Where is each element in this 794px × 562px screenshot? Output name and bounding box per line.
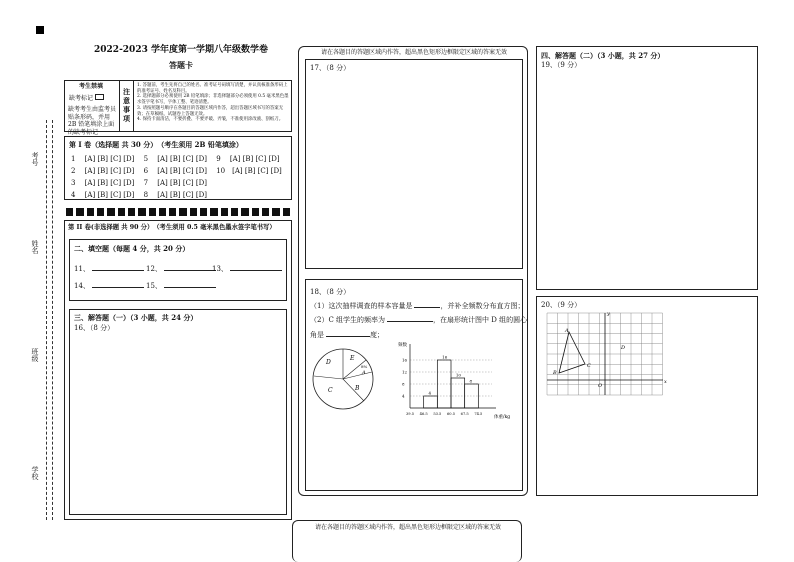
choice-grid[interactable] [71, 153, 282, 201]
hist-xlabel: 体重/kg [494, 415, 511, 420]
note-4: 4. 保持卡面清洁，不要折叠、不要弄破、弄皱，不准使用涂改液、刮纸刀。 [137, 117, 284, 123]
notice-box [64, 80, 292, 136]
candidate-label: 考生禁填 [79, 83, 104, 90]
separator-bars [66, 208, 290, 216]
choice-row-1[interactable]: 1 [A] [B] [C] [D] 5 [A] [B] [C] [D] 9 [A] [B] [C] [D] [71, 155, 280, 163]
pie-slice-line-5 [314, 376, 343, 379]
solve1-title: 三、解答题（一）（3 小题，共 24 分） [74, 313, 198, 322]
pie-slice-line-4 [343, 379, 364, 401]
q19-area[interactable] [536, 46, 758, 290]
q14-answer[interactable]: 14、 [74, 282, 144, 291]
q17-label: 17、（8 分） [310, 64, 351, 72]
pie-label-b: B [355, 385, 360, 392]
hist-xtick: 39.5 [406, 412, 415, 416]
q17-area[interactable] [305, 59, 523, 269]
point-a-label: A [565, 328, 569, 334]
sidebar-label-exam-no: 考号 [31, 152, 39, 166]
solve1-section[interactable] [69, 309, 287, 515]
bottom-frame[interactable] [292, 520, 522, 562]
hist-bar-label: 8 [469, 378, 473, 384]
note-3: 3. 请按照题号顺序在各题目的答题区域内作答，超出答题区域书写的答案无效；在草稿纸、试题卷上答题无效。 [137, 105, 284, 117]
sidebar-label-class: 班级 [31, 348, 39, 362]
absent-checkbox[interactable] [95, 94, 104, 100]
absent-label: 缺考标记 [69, 95, 94, 102]
pie-label-a: A [362, 370, 366, 376]
fill-section [69, 239, 287, 301]
x-axis-label: x [664, 379, 667, 385]
q20-area[interactable] [536, 296, 758, 496]
origin-label: O [598, 383, 603, 389]
absent-note: 缺考考生由监考员贴条形码，并用 2B 铅笔填涂上面的缺考标记 [68, 106, 117, 136]
hist-bar [424, 396, 438, 408]
point-c-label: C [587, 363, 591, 369]
hist-ytick: 8 [402, 381, 405, 387]
q15-answer[interactable]: 15、 [146, 282, 216, 291]
note-1: 1. 答题前，考生先将自己的姓名、准考证号码填写清楚，并认真核准条形码上的准考证号、姓名及科目。 [137, 83, 288, 94]
fill-title: 二、填空题（每题 4 分，共 20 分） [74, 244, 190, 253]
histogram [392, 338, 520, 420]
bottom-warning: 请在各题目的答题区域内作答，超出黑色矩形边框限定区域的答案无效 [314, 524, 501, 531]
q13-answer[interactable]: 13、 [212, 265, 282, 274]
q18-line-2[interactable]: （2）C 组学生的频率为 ，在扇形统计图中 D 组的圆心 [310, 316, 528, 324]
hist-bar-label: 4 [428, 390, 432, 396]
q12-answer[interactable]: 12、 [146, 265, 216, 274]
absent-mark[interactable] [69, 94, 104, 103]
hist-bar-label: 16 [442, 354, 448, 360]
hist-xtick: 67.5 [460, 412, 469, 416]
part2-box [64, 220, 292, 520]
pie-label-c: C [328, 387, 333, 394]
hist-ylabel: 频数 [398, 343, 407, 348]
hist-xtick: 53.5 [433, 412, 442, 416]
hist-xtick: 60.5 [447, 412, 456, 416]
q11-answer[interactable]: 11、 [74, 265, 144, 274]
choice-row-2[interactable]: 2 [A] [B] [C] [D] 6 [A] [B] [C] [D] 10 [A] [B] [C] [D] [71, 167, 282, 175]
solve2-title: 四、解答题（二）（3 小题，共 27 分） [541, 51, 665, 60]
part2-heading: 第 II 卷(非选择题 共 90 分） （考生须用 0.5 毫米黑色墨水签字笔书写） [68, 224, 276, 231]
q20-label: 20、（9 分） [541, 301, 582, 309]
middle-frame [298, 46, 528, 496]
page-title: 2022-2023 学年度第一学期八年级数学卷 [94, 45, 268, 55]
binding-line-2 [52, 120, 53, 520]
pie-label-d: D [326, 359, 331, 366]
point-b-label: B [553, 370, 557, 376]
y-axis-label: y [607, 311, 610, 317]
choice-row-4[interactable]: 4 [A] [B] [C] [D] 8 [A] [B] [C] [D] [71, 191, 207, 199]
pie-chart [310, 346, 376, 412]
pie-label-e: E [350, 355, 355, 362]
hist-xtick: 46.5 [419, 412, 428, 416]
notes-title: 注意事项 [123, 87, 130, 124]
point-d-label: D [621, 345, 626, 351]
hist-bar [451, 378, 465, 408]
corner-mark [36, 26, 44, 34]
sidebar-label-school: 学校 [31, 466, 39, 480]
part1-box [64, 136, 292, 200]
note-2: 2. 选择题部分必须使用 2B 铅笔填涂；非选择题部分必须使用 0.5 毫米黑色墨水签字笔书写，字体工整、笔迹清楚。 [137, 94, 289, 106]
q18-label: 18、（8 分） [310, 288, 351, 296]
coordinate-grid [543, 309, 673, 399]
hist-ytick: 4 [402, 393, 405, 399]
hist-ytick: 16 [402, 357, 408, 363]
q18-area[interactable] [305, 279, 528, 491]
hist-xtick: 74.5 [474, 412, 483, 416]
sidebar-label-name: 姓名 [31, 240, 39, 254]
q16-label: 16、（8 分） [74, 324, 115, 332]
page-subtitle: 答题卡 [169, 60, 193, 70]
part1-heading: 第 I 卷（选择题 共 30 分） （考生须用 2B 铅笔填涂） [69, 140, 243, 149]
triangle-abc [559, 332, 585, 373]
q18-line-3[interactable]: 角是 度； [310, 331, 384, 339]
middle-warning: 请在各题目的答题区域内作答，超出黑色矩形边框限定区域的答案无效 [320, 49, 507, 56]
notes-list [137, 83, 289, 123]
binding-line [46, 120, 47, 520]
q19-label: 19、（9 分） [541, 61, 582, 69]
pie-percent: 8% [361, 364, 368, 369]
hist-ytick: 12 [402, 369, 408, 375]
choice-row-3[interactable]: 3 [A] [B] [C] [D] 7 [A] [B] [C] [D] [71, 179, 207, 187]
hist-bar-label: 10 [455, 372, 461, 378]
q18-line-1[interactable]: （1）这次抽样调查的样本容量是 ，并补全频数分布直方图； [310, 302, 525, 310]
